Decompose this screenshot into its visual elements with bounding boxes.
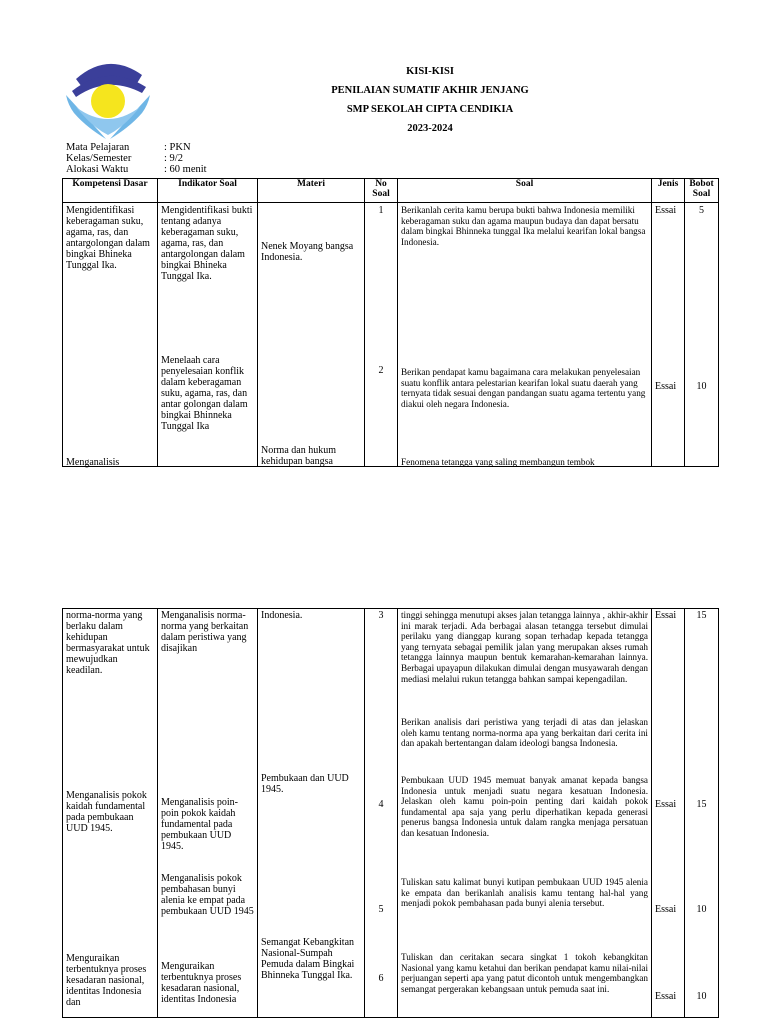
- kd-cell: Menguraikan terbentuknya proses kesadaran nasional, identitas Indonesia dan: [66, 953, 147, 1008]
- indikator-cell: Mengidentifikasi bukti tentang adanya keberagaman suku, agama, ras, dan antargolongan dalam bingkai Bhineka Tunggal Ika.: [161, 205, 253, 282]
- col-header-no: No Soal: [365, 179, 398, 203]
- indikator-cell: Menganalisis norma-norma yang berkaitan dalam peristiwa yang disajikan: [161, 610, 249, 654]
- meta-row-time: [66, 164, 207, 175]
- no-cell: 1: [378, 205, 384, 216]
- col-header-jenis: Jenis: [652, 179, 685, 203]
- col-header-materi: Materi: [258, 179, 365, 203]
- soal-cell: Tuliskan dan ceritakan secara singkat 1 tokoh kebangkitan Nasional yang kamu ketahui dan berikan pendapat kamu nilai-nilai perjuangan seperti apa yang patut dicontoh untuk mengembangkan semangat pergerakan kebangsaan untuk pemuda saat ini.: [401, 952, 648, 994]
- meta-row-subject: [66, 142, 191, 153]
- jenis-cell: Essai: [655, 610, 677, 621]
- school-name: SMP SEKOLAH CIPTA CENDIKIA: [346, 104, 514, 115]
- meta-label: Alokasi Waktu: [66, 164, 129, 175]
- no-cell: 2: [378, 365, 384, 376]
- soal-cell: Tuliskan satu kalimat bunyi kutipan pembukaan UUD 1945 alenia ke empata dan berikanlah analisis kamu tentang hal-hal yang menjadi pokok pembahasan pada bunyi alenia tersebut.: [401, 877, 648, 909]
- jenis-cell: Essai: [655, 991, 677, 1002]
- meta-value: : 9/2: [164, 153, 183, 164]
- indikator-cell: Menguraikan terbentuknya proses kesadaran nasional, identitas Indonesia: [161, 961, 242, 1005]
- col-header-bobot: Bobot Soal: [685, 179, 719, 203]
- no-cell: 3: [378, 610, 384, 621]
- school-logo: [62, 57, 154, 141]
- no-cell: 6: [378, 973, 384, 984]
- bobot-cell: 10: [696, 381, 707, 392]
- materi-cell: Nenek Moyang bangsa Indonesia.: [261, 241, 354, 263]
- indikator-cell: Menganalisis pokok pembahasan bunyi alenia ke empat pada pembukaan UUD 1945: [161, 873, 254, 917]
- no-cell: 4: [378, 799, 384, 810]
- bobot-cell: 10: [696, 904, 707, 915]
- jenis-cell: Essai: [655, 799, 677, 810]
- grid-table-page-2: [62, 608, 719, 1018]
- meta-value: : 60 menit: [164, 164, 207, 175]
- meta-value: : PKN: [164, 142, 191, 153]
- soal-cell: Berikan analisis dari peristiwa yang terjadi di atas dan jelaskan oleh kamu tentang norma-norma apa yang berkaitan dari cerita ini dan apakah bertentangan dalam ideologi bangsa Indonesia.: [401, 717, 648, 749]
- bobot-cell: 15: [696, 610, 707, 621]
- bobot-cell: 10: [696, 991, 707, 1002]
- doc-title: KISI-KISI: [406, 66, 454, 77]
- meta-row-class: [66, 153, 183, 164]
- materi-cell: Norma dan hukum kehidupan bangsa: [261, 445, 336, 467]
- col-header-soal: Soal: [398, 179, 652, 203]
- materi-cell: Semangat Kebangkitan Nasional-Sumpah Pemuda dalam Bingkai Bhinneka Tunggal Ika.: [261, 937, 355, 981]
- no-cell: 5: [378, 904, 384, 915]
- meta-label: Kelas/Semester: [66, 153, 132, 164]
- soal-cell: tinggi sehingga menutupi akses jalan tetangga lainnya , akhir-akhir ini marak terjadi. Ada berbagai alasan tetangga tersebut dimulai perilaku yang dianggap kurang sopan terhadap kepada tetangga yang ternyata sebagai pemilik jalan yang merupakan akses rumah tetangga lainnya maupun bentuk kemarahan-kemarahan lainnya. Berbagai upayapun dilakukan dimulai dengan musyawarah dengan mediasi melalui rukun tetangga bahkan sampai kepengadilan.: [401, 610, 648, 684]
- grid-table-page-1: [62, 178, 719, 467]
- soal-cell: Berikan pendapat kamu bagaimana cara melakukan penyelesaian suatu konflik antara pelestarian kearifan lokal suatu daerah yang ternyata tidak sesuai dengan pandangan suatu agama tertentu yang diakui oleh negara Indonesia.: [401, 367, 646, 409]
- indikator-cell: Menganalisis poin-poin pokok kaidah fundamental pada pembukaan UUD 1945.: [161, 797, 238, 852]
- soal-cell: Berikanlah cerita kamu berupa bukti bahwa Indonesia memiliki keberagaman suku dan agama maupun budaya dan dapat bersatu dalam bingkai Bhinneka tunggal Ika melalui kearifan lokal bangsa Indonesia.: [401, 205, 646, 247]
- table-header-row: [63, 179, 719, 203]
- school-year: 2023-2024: [407, 123, 453, 134]
- kd-cell: Menganalisis pokok kaidah fundamental pada pembukaan UUD 1945.: [66, 790, 147, 834]
- materi-cell: Pembukaan dan UUD 1945.: [261, 773, 349, 795]
- doc-subtitle: PENILAIAN SUMATIF AKHIR JENJANG: [331, 85, 529, 96]
- bobot-cell: 15: [696, 799, 707, 810]
- table-row: [63, 203, 719, 467]
- jenis-cell: Essai: [655, 205, 677, 216]
- materi-cell: Indonesia.: [261, 610, 303, 621]
- soal-cell: Fenomena tetangga yang saling membangun tembok: [401, 457, 595, 467]
- soal-cell: Pembukaan UUD 1945 memuat banyak amanat kepada bangsa Indonesia untuk menjadi suatu negara kesatuan Indonesia. Jelaskan oleh kamu poin-poin penting dari kaidah pokok fundamental apa saja yang perlu diperhatikan kepada generasi penerus bangsa Indonesia untuk dalam rangka menjaga persatuan dan kesatuan Indonesia.: [401, 775, 648, 838]
- kd-cell: Mengidentifikasi keberagaman suku, agama, ras, dan antargolongan dalam bingkai Bhineka Tunggal Ika.: [66, 205, 150, 271]
- col-header-kd: Kompetensi Dasar: [63, 179, 158, 203]
- jenis-cell: Essai: [655, 381, 677, 392]
- jenis-cell: Essai: [655, 904, 677, 915]
- table-row: [63, 609, 719, 1018]
- meta-label: Mata Pelajaran: [66, 142, 130, 153]
- indikator-cell: Menelaah cara penyelesaian konflik dalam keberagaman suku, agama, ras, dan antar golongan dalam bingkai Bhinneka Tunggal Ika: [161, 355, 248, 432]
- kd-cell: Menganalisis: [66, 457, 120, 468]
- kd-cell: norma-norma yang berlaku dalam kehidupan bermasyarakat untuk mewujudkan keadilan.: [66, 610, 150, 676]
- logo-sun: [91, 84, 125, 118]
- bobot-cell: 5: [699, 205, 704, 216]
- col-header-indikator: Indikator Soal: [158, 179, 258, 203]
